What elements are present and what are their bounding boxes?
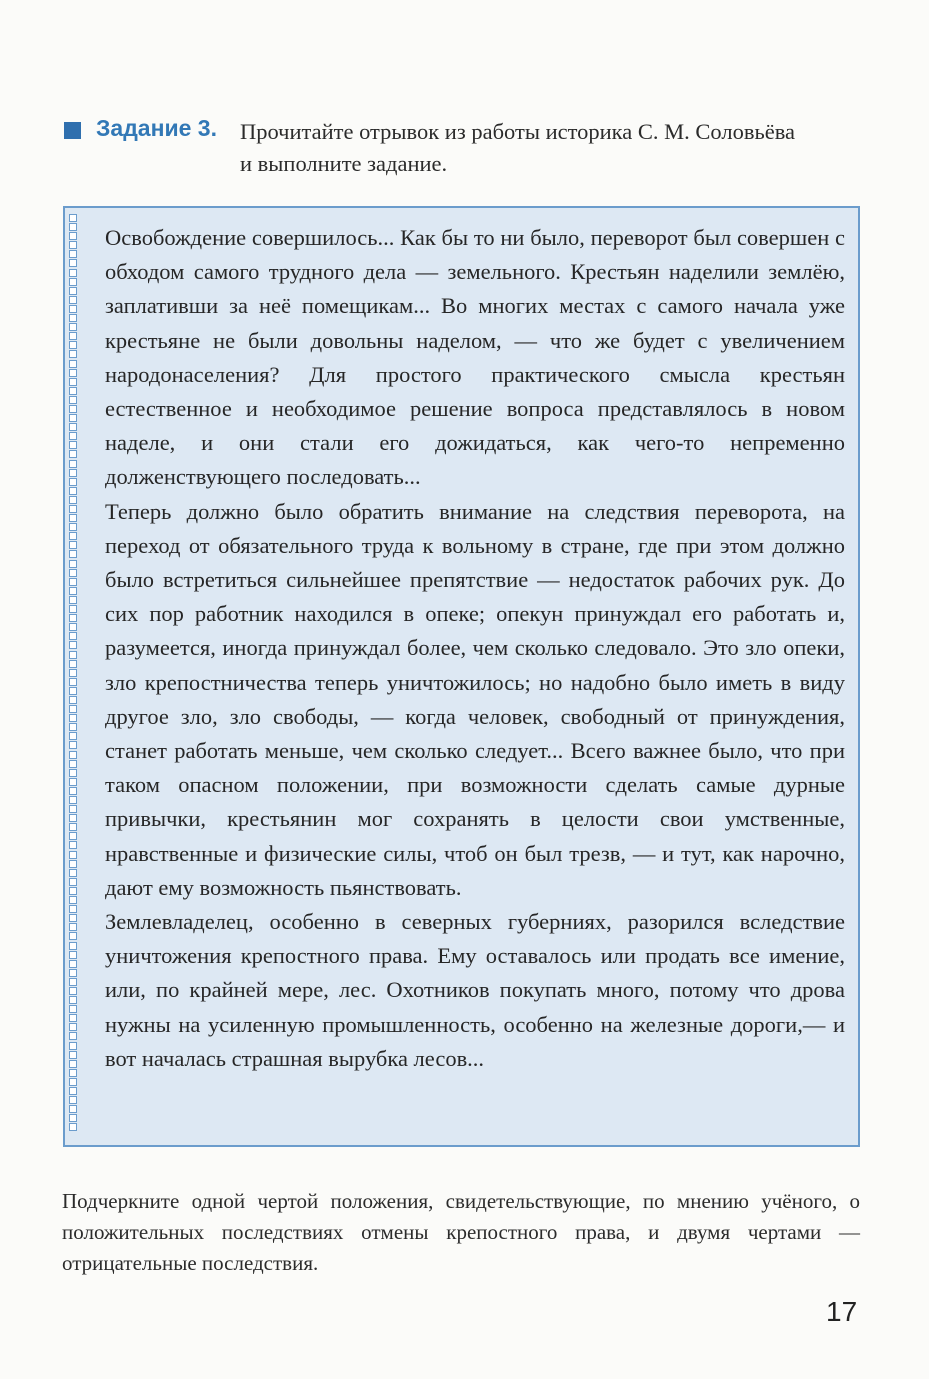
strip-square: [69, 560, 77, 568]
strip-square: [69, 1005, 77, 1013]
strip-square: [69, 314, 77, 322]
strip-square: [69, 450, 77, 458]
strip-square: [69, 1105, 77, 1113]
quote-text: [105, 221, 845, 1076]
strip-square: [69, 605, 77, 613]
strip-square: [69, 250, 77, 258]
strip-square: [69, 896, 77, 904]
strip-square: [69, 751, 77, 759]
strip-square: [69, 587, 77, 595]
strip-square: [69, 1051, 77, 1059]
strip-square: [69, 1096, 77, 1104]
strip-square: [69, 1123, 77, 1131]
strip-square: [69, 296, 77, 304]
strip-square: [69, 360, 77, 368]
strip-square: [69, 1042, 77, 1050]
strip-square: [69, 441, 77, 449]
strip-square: [69, 705, 77, 713]
strip-square: [69, 841, 77, 849]
quote-paragraph-1: Освобождение совершилось... Как бы то ни было, переворот был совершен с обходом самого трудного дела — земельного. Крестьян наделили землёю, заплативши за неё помещикам... Во многих местах с самого начала уже крестьяне не были довольны наделом, — что же будет с увеличением народонаселения? Для простого практического смысла крестьян естественное и необходимое решение вопроса представлялось в новом наделе, и они стали его дожидаться, как чего-то непременно долженствующего последовать...: [105, 225, 845, 490]
strip-square: [69, 932, 77, 940]
strip-square: [69, 460, 77, 468]
strip-square: [69, 269, 77, 277]
strip-square: [69, 278, 77, 286]
strip-square: [69, 823, 77, 831]
strip-square: [69, 514, 77, 522]
quote-box: [63, 206, 860, 1147]
strip-square: [69, 214, 77, 222]
strip-square: [69, 960, 77, 968]
strip-square: [69, 1014, 77, 1022]
strip-square: [69, 860, 77, 868]
strip-square: [69, 578, 77, 586]
strip-square: [69, 496, 77, 504]
page-number: 17: [826, 1296, 858, 1327]
strip-square: [69, 641, 77, 649]
instruction-text: Подчеркните одной чертой положения, свидетельствующие, по мнению учёного, о положительных последствиях отмены крепостного права, и двумя чертами — отрицательные последствия.: [62, 1189, 860, 1275]
strip-square: [69, 332, 77, 340]
strip-square: [69, 669, 77, 677]
strip-square: [69, 305, 77, 313]
strip-square: [69, 969, 77, 977]
strip-square: [69, 678, 77, 686]
strip-square: [69, 914, 77, 922]
quote-paragraph-3: Землевладелец, особенно в северных губерниях, разорился вследствие уничтожения крепостного права. Ему оставалось или продать все имение, или, по крайней мере, лес. Охотников покупать много, потому что дрова нужны на усиленную промышленность, особенно на железные дороги,— и вот началась страшная вырубка лесов...: [105, 909, 845, 1071]
strip-square: [69, 532, 77, 540]
strip-square: [69, 596, 77, 604]
strip-square: [69, 832, 77, 840]
strip-square: [69, 569, 77, 577]
strip-square: [69, 350, 77, 358]
strip-square: [69, 1032, 77, 1040]
strip-square: [69, 805, 77, 813]
strip-square: [69, 1023, 77, 1031]
strip-square: [69, 487, 77, 495]
strip-square: [69, 432, 77, 440]
strip-square: [69, 1114, 77, 1122]
task-text: [240, 116, 860, 180]
strip-square: [69, 1078, 77, 1086]
strip-square: [69, 423, 77, 431]
strip-square: [69, 978, 77, 986]
strip-square: [69, 996, 77, 1004]
strip-square: [69, 769, 77, 777]
strip-square: [69, 259, 77, 267]
strip-square: [69, 323, 77, 331]
task-text-line2: и выполните задание.: [240, 151, 448, 176]
strip-square: [69, 505, 77, 513]
strip-square: [69, 660, 77, 668]
strip-square: [69, 614, 77, 622]
strip-square: [69, 887, 77, 895]
strip-square: [69, 232, 77, 240]
strip-square: [69, 741, 77, 749]
strip-square: [69, 414, 77, 422]
strip-square: [69, 869, 77, 877]
strip-square: [69, 523, 77, 531]
quote-paragraph-2: Теперь должно было обратить внимание на следствия переворота, на переход от обязательного труда к вольному в стране, где при этом должно было встретиться сильнейшее препятствие — недостаток рабочих рук. До сих пор работник находился в опеке; опекун принуждал его работать и, разумеется, иногда принуждал более, чем сколько следовало. Это зло опеки, зло крепостничества теперь уничтожилось; но надобно было иметь в виду другое зло, зло свободы, — когда человек, свободный от принуждения, станет работать меньше, чем сколько следует... Всего важнее было, что при таком опасном положении, при возможности сделать самые дурные привычки, крестьянин мог сохранять в целости свои умственные, нравственные и физические силы, чтоб он был трезв, — и тут, как нарочно, дают ему возможность пьянствовать.: [105, 498, 845, 900]
strip-square: [69, 1060, 77, 1068]
strip-square: [69, 951, 77, 959]
strip-square: [69, 878, 77, 886]
strip-square: [69, 396, 77, 404]
strip-square: [69, 796, 77, 804]
strip-square: [69, 550, 77, 558]
strip-square: [69, 287, 77, 295]
strip-square: [69, 760, 77, 768]
strip-square: [69, 623, 77, 631]
strip-square: [69, 687, 77, 695]
strip-square: [69, 851, 77, 859]
strip-square: [69, 478, 77, 486]
strip-square: [69, 814, 77, 822]
strip-square: [69, 387, 77, 395]
strip-square: [69, 632, 77, 640]
strip-square: [69, 341, 77, 349]
quote-decorative-strip: [69, 214, 80, 1141]
strip-square: [69, 541, 77, 549]
strip-square: [69, 787, 77, 795]
strip-square: [69, 405, 77, 413]
task-bullet-square: [64, 122, 81, 139]
task-text-line1: Прочитайте отрывок из работы историка С. М. Соловьёва: [240, 119, 796, 144]
strip-square: [69, 732, 77, 740]
strip-square: [69, 369, 77, 377]
strip-square: [69, 723, 77, 731]
strip-square: [69, 923, 77, 931]
strip-square: [69, 696, 77, 704]
strip-square: [69, 942, 77, 950]
strip-square: [69, 651, 77, 659]
strip-square: [69, 241, 77, 249]
strip-square: [69, 1069, 77, 1077]
strip-square: [69, 223, 77, 231]
strip-square: [69, 778, 77, 786]
strip-square: [69, 1087, 77, 1095]
strip-square: [69, 905, 77, 913]
task-label: Задание 3.: [96, 115, 217, 141]
strip-square: [69, 469, 77, 477]
strip-square: [69, 987, 77, 995]
strip-square: [69, 378, 77, 386]
strip-square: [69, 714, 77, 722]
